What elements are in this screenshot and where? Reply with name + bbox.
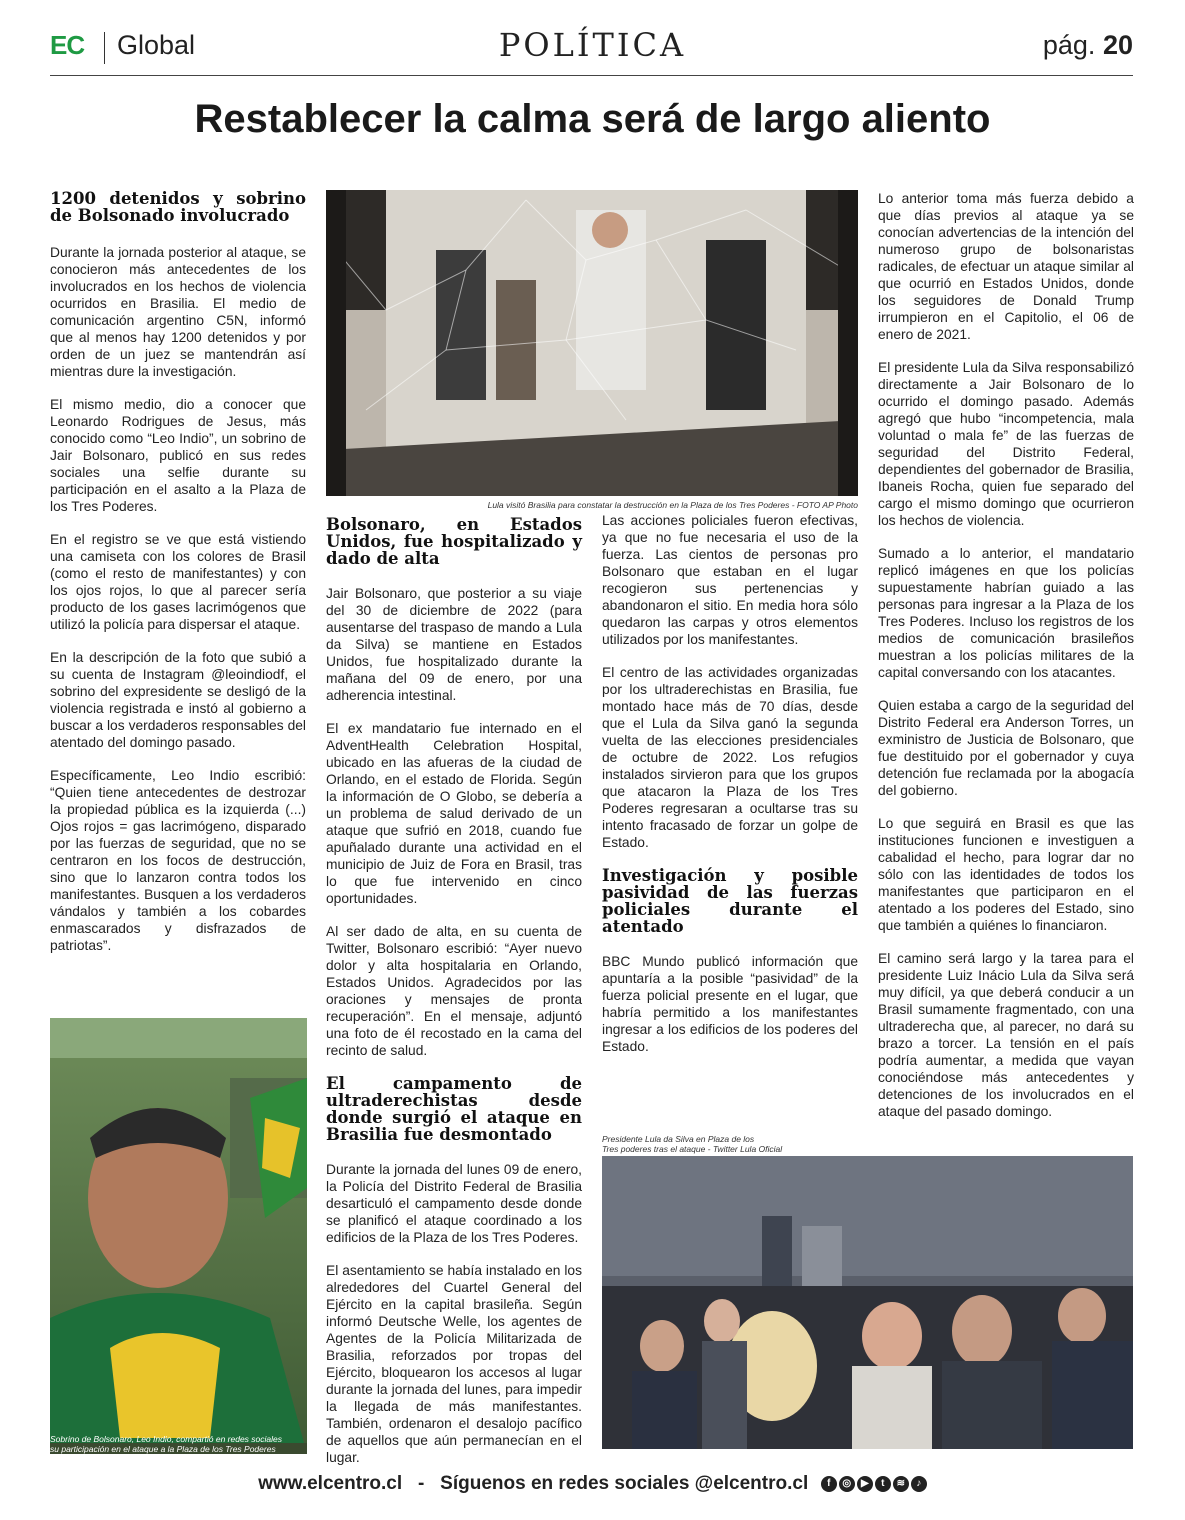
spotify-icon[interactable]: ≋ (893, 1476, 909, 1492)
youtube-icon[interactable]: ▶ (857, 1476, 873, 1492)
paragraph: BBC Mundo publicó información que apuntaría a la posible “pasividad” de la fuerza policial presente en el lugar, que habría permitido a los manifestantes ingresar a los edificios de los poderes del Estado. (602, 954, 858, 1054)
paragraph: En la descripción de la foto que subió a su cuenta de Instagram @leoindiodf, el sobrino del expresidente se desligó de la violencia registrada e instó al gobierno a buscar a los verdaderos responsables del atentado del domingo pasado. (50, 650, 306, 750)
paragraph: El asentamiento se había instalado en los alrededores del Cuartel General del Ejército en la capital brasileña. Según informó Deutsche Welle, los agentes de Agentes de la Policía Militarizada de Brasilia, reforzados por tropas del Ejército, bloquearon los accesos al lugar durante la jornada del lunes, para impedir la llegada de más manifestantes. También, ordenaron el desalojo pacífico de aquellos que aún permanecían en el lugar. (326, 1263, 582, 1465)
column-2-body-b (326, 1161, 582, 1466)
paragraph: El ex mandatario fue internado en el AdventHealth Celebration Hospital, ubicado en las afueras de la ciudad de Orlando, en el estado de Florida. Según la información de O Globo, se debería a un problema de salud derivado de un ataque que sufrió en 2018, cuando fue apuñalado durante una actividad en el municipio de Juiz de Fora en Brasil, tras lo que fue intervenido en cinco oportunidades. (326, 721, 582, 906)
photo-caption-lula (602, 1134, 858, 1154)
paragraph: El camino será largo y la tarea para el presidente Luiz Inácio Lula da Silva será muy difícil, ya que deberá conducir a un Brasil sumamente fragmentado, con una ultraderecha que, al parecer, no dará su brazo a torcer. La tensión en el país podría aumentar, a medida que vayan conociéndose más antecedentes y detenciones de los involucrados en el ataque del pasado domingo. (878, 951, 1134, 1119)
headline: Restablecer la calma será de largo aliento (194, 97, 991, 141)
photo-caption-top: Lula visitó Brasilia para constatar la destrucción en la Plaza de los Tres Poderes - FOTO AP Photo (487, 500, 858, 510)
column-4-body (878, 190, 1134, 1120)
paragraph: Las acciones policiales fueron efectivas, ya que no fue necesaria el uso de la fuerza. Las cientos de personas pro Bolsonaro que estaban en el lugar recogieron sus pertenencias y abandonaron el sitio. En media hora sólo quedaron las carpas y otros elementos utilizados por los manifestantes. (602, 513, 858, 647)
paragraph: Al ser dado de alta, en su cuenta de Twitter, Bolsonaro escribió: “Ayer nuevo dolor y alta hospitalaria en Orlando, Estados Unidos. Agradecidos por las oraciones y mensajes de pronta recuperación”. En el mensaje, adjuntó una foto de él recostado en la cama del recinto de salud. (326, 924, 582, 1058)
caption-line: Sobrino de Bolsonaro, Leo Indio, compartió en redes sociales (50, 1434, 283, 1444)
paragraph: Específicamente, Leo Indio escribió: “Quien tiene antecedentes de destrozar la propiedad pública es la izquierda (...) Ojos rojos = gas lacrimógeno, disparado por las fuerzas de seguridad, que no se centraron en los focos de destrucción, sino que lo lanzaron contra todos los manifestantes. Busquen a los verdaderos vándalos y también a los cobardes enmascarados y disfrazados de patriotas”. (50, 768, 306, 953)
column-3-body-b (602, 953, 858, 1055)
header-divider (104, 32, 105, 64)
subhead-campamento: El campamento de ultraderechistas desde donde surgió el ataque en Brasilia fue desmontado (326, 1074, 582, 1144)
footer-separator: - (418, 1473, 425, 1494)
paragraph: El centro de las actividades organizadas por los ultraderechistas en Brasilia, fue montado hace más de 70 días, desde que el Lula da Silva ganó la segunda vuelta de las elecciones presidenciales de octubre de 2022. Los refugios instalados sirvieron para que los grupos que atacaron la Plaza de los Tres Poderes regresaran a ocultarse tras su intento fracasado de forzar un golpe de Estado. (602, 665, 858, 850)
footer (0, 1473, 1185, 1495)
paragraph: Lo que seguirá en Brasil es que las instituciones funcionen e investiguen a cabalidad el hecho, para lograr dar no sólo con las identidades de todos los manifestantes que participaron en el atentado a los poderes del Estado, sino que también a quiénes lo financiaron. (878, 816, 1134, 933)
paragraph: El presidente Lula da Silva responsabilizó directamente a Jair Bolsonaro de lo ocurrido el domingo pasado. Además agregó que hubo “incompetencia, mala voluntad o mala fe” de las fuerzas de seguridad del Distrito Federal, dependientes del gobernador de Brasilia, Ibaneis Rocha, quien fue separado del cargo el mismo domingo que ocurrieron los hechos de violencia. (878, 360, 1134, 528)
twitter-icon[interactable]: t (875, 1476, 891, 1492)
page-prefix: pág. (1042, 30, 1096, 60)
paragraph: Jair Bolsonaro, que posterior a su viaje del 30 de diciembre de 2022 (para ausentarse del traspaso de mando a Lula da Silva) se mantiene en Estados Unidos, fue hospitalizado durante la mañana del 09 de enero, por una adherencia intestinal. (326, 586, 582, 703)
footer-website-link[interactable]: www.elcentro.cl (258, 1473, 403, 1494)
photo-leo-indio-selfie (50, 1018, 307, 1454)
section-label: Global (117, 30, 196, 60)
section-title: POLÍTICA (498, 26, 687, 64)
column-3-body-a (602, 512, 858, 851)
tiktok-icon[interactable]: ♪ (911, 1476, 927, 1492)
photo-caption-selfie (50, 1434, 307, 1454)
page-number (1043, 30, 1133, 61)
column-1 (50, 190, 306, 970)
paragraph: Sumado a lo anterior, el mandatario replicó imágenes en que los policías supuestamente habrían guiado a las personas para ingresar a la Plaza de los Tres Poderes. Incluso los registros de los medios de comunicación brasileños muestran a los policías militares de la capital conversando con los atacantes. (878, 546, 1134, 680)
selfie-illustration (50, 1018, 307, 1454)
paragraph: El mismo medio, dio a conocer que Leonardo Rodrigues de Jesus, más conocido como “Leo Indio”, un sobrino de Jair Bolsonaro, publicó en sus redes sociales una selfie durante su participación en el asalto a la Plaza de los Tres Poderes. (50, 397, 306, 514)
broken-glass-illustration (326, 190, 858, 496)
paragraph: Quien estaba a cargo de la seguridad del Distrito Federal era Anderson Torres, un exministro de Justicia de Bolsonaro, que fue destituido por el gobernador y cuya detención fue reclamada por la abogacía del gobierno. (878, 698, 1134, 798)
column-4 (878, 190, 1134, 1136)
column-1-body (50, 244, 306, 954)
column-2 (326, 516, 582, 1482)
paragraph: En el registro se ve que está vistiendo una camiseta con los colores de Brasil (como el resto de manifestantes) y con los ojos rojos, lo que al parecer sería producto de los gases lacrimógenos que utilizó la policía para dispersar el ataque. (50, 532, 306, 632)
footer-follow-text: Síguenos en redes sociales @elcentro.cl (440, 1473, 809, 1494)
page-number-value: 20 (1102, 30, 1133, 60)
caption-line: Tres poderes tras el ataque - Twitter Lula Oficial (602, 1144, 783, 1154)
photo-lula-plaza (602, 1156, 1133, 1449)
lula-plaza-illustration (602, 1156, 1133, 1449)
header-rule (50, 75, 1133, 76)
subhead-detenidos: 1200 detenidos y sobrino de Bolsonado involucrado (50, 189, 306, 225)
facebook-icon[interactable]: f (821, 1476, 837, 1492)
paragraph: Durante la jornada posterior al ataque, se conocieron más antecedentes de los involucrados en los hechos de violencia ocurridos en Brasilia. El medio de comunicación argentino C5N, informó que al menos hay 1200 detenidos y por orden de un juez se mantendrán así mientras dure la investigación. (50, 245, 306, 379)
brand-logo: EC (50, 30, 85, 60)
paragraph: Lo anterior toma más fuerza debido a que días previos al ataque ya se conocían advertencias de la intención del numeroso grupo de bolsonaristas radicales, de efectuar un ataque similar al que ocurrió en Estados Unidos, donde los seguidores de Donald Trump irrumpieron en el Capitolio, el 06 de enero de 2021. (878, 191, 1134, 342)
instagram-icon[interactable]: ◎ (839, 1476, 855, 1492)
paragraph: Durante la jornada del lunes 09 de enero, la Policía del Distrito Federal de Brasilia desarticuló el campamento desde donde se planificó el ataque coordinado a los edificios de la Plaza de los Tres Poderes. (326, 1162, 582, 1245)
column-3 (602, 512, 858, 1071)
photo-lula-broken-glass (326, 190, 858, 496)
subhead-hospitalizado: Bolsonaro, en Estados Unidos, fue hospitalizado y dado de alta (326, 515, 582, 568)
caption-line: su participación en el ataque a la Plaza de los Tres Poderes (50, 1444, 276, 1454)
subhead-investigacion: Investigación y posible pasividad de las fuerzas policiales durante el atentado (602, 866, 858, 936)
caption-line: Presidente Lula da Silva en Plaza de los (602, 1134, 755, 1144)
column-2-body-a (326, 585, 582, 1059)
